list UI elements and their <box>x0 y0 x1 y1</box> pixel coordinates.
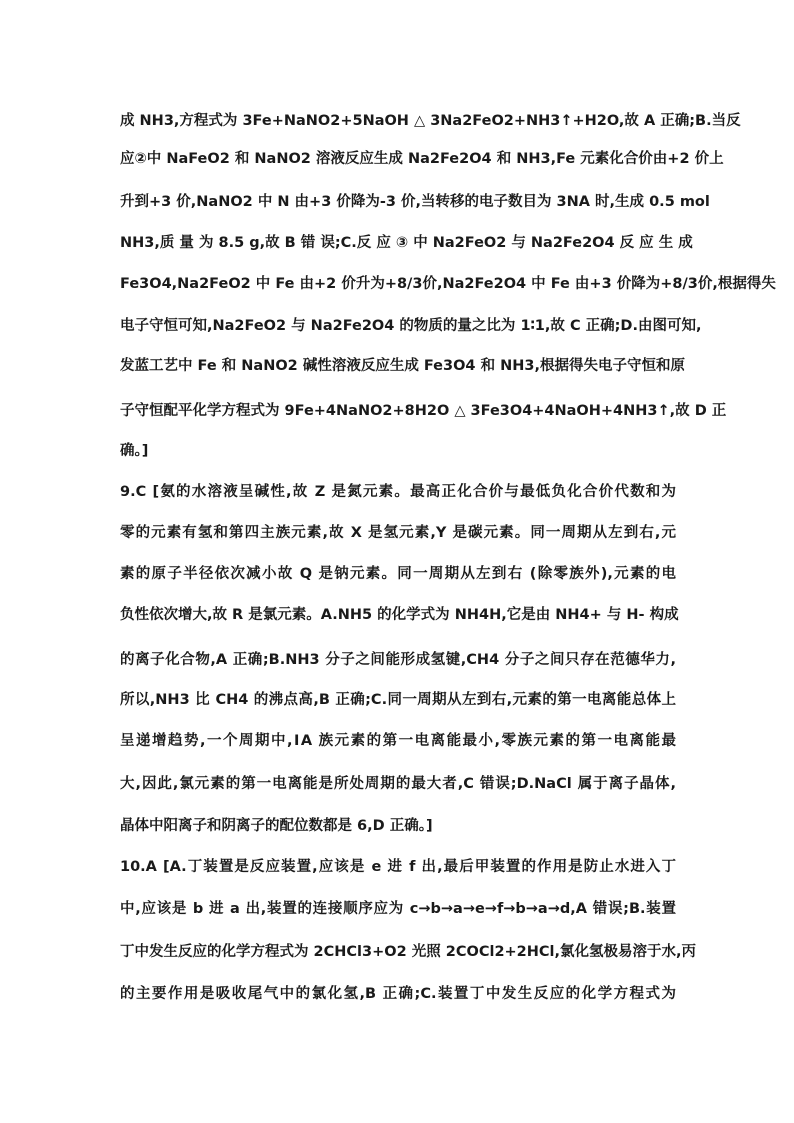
text-line-9: 确。] <box>120 443 149 459</box>
text-line-21: 丁中发生反应的化学方程式为 2CHCl3+O2 光照 2COCl2+2HCl,氯化氢极易溶于水,丙 <box>120 944 697 960</box>
text-line-19: 10.A [A.丁装置是反应装置,应该是 e 进 f 出,最后甲装置的作用是防止水进入丁 <box>120 859 676 875</box>
text-line-2: 应②中 NaFeO2 和 NaNO2 溶液反应生成 Na2Fe2O4 和 NH3,Fe 元素化合价由+2 价上 <box>120 151 724 167</box>
text-line-16: 呈递增趋势,一个周期中,ⅠA 族元素的第一电离能最小,零族元素的第一电离能最 <box>120 733 676 749</box>
text-line-22: 的主要作用是吸收尾气中的氯化氢,B 正确;C.装置丁中发生反应的化学方程式为 <box>120 986 676 1002</box>
text-line-5: Fe3O4,Na2FeO2 中 Fe 由+2 价升为+8/3价,Na2Fe2O4 中 Fe 由+3 价降为+8/3价,根据得失 <box>120 276 776 292</box>
text-line-1: 成 NH3,方程式为 3Fe+NaNO2+5NaOH △ 3Na2FeO2+NH3↑+H2O,故 A 正确;B.当反 <box>120 113 741 129</box>
text-line-11: 零的元素有氢和第四主族元素,故 X 是氢元素,Y 是碳元素。同一周期从左到右,元 <box>120 525 676 541</box>
text-line-3: 升到+3 价,NaNO2 中 N 由+3 价降为-3 价,当转移的电子数目为 3NA 时,生成 0.5 mol <box>120 194 710 210</box>
text-line-12: 素的原子半径依次减小故 Q 是钠元素。同一周期从左到右 (除零族外),元素的电 <box>120 566 676 582</box>
text-line-15: 所以,NH3 比 CH4 的沸点高,B 正确;C.同一周期从左到右,元素的第一电离能总体上 <box>120 692 676 708</box>
text-line-7: 发蓝工艺中 Fe 和 NaNO2 碱性溶液反应生成 Fe3O4 和 NH3,根据得失电子守恒和原 <box>120 358 685 374</box>
text-line-13: 负性依次增大,故 R 是氯元素。A.NH5 的化学式为 NH4H,它是由 NH4+ 与 H- 构成 <box>120 607 679 623</box>
text-line-20: 中,应该是 b 进 a 出,装置的连接顺序应为 c→b→a→e→f→b→a→d,A 错误;B.装置 <box>120 901 676 917</box>
text-line-10: 9.C [氨的水溶液呈碱性,故 Z 是氮元素。最高正化合价与最低负化合价代数和为 <box>120 484 676 500</box>
text-line-14: 的离子化合物,A 正确;B.NH3 分子之间能形成氢键,CH4 分子之间只存在范德华力, <box>120 652 676 668</box>
text-line-6: 电子守恒可知,Na2FeO2 与 Na2Fe2O4 的物质的量之比为 1∶1,故 C 正确;D.由图可知, <box>120 318 702 334</box>
text-line-17: 大,因此,氯元素的第一电离能是所处周期的最大者,C 错误;D.NaCl 属于离子晶体, <box>120 776 676 792</box>
text-line-8: 子守恒配平化学方程式为 9Fe+4NaNO2+8H2O △ 3Fe3O4+4NaOH+4NH3↑,故 D 正 <box>120 403 727 419</box>
text-line-4: NH3,质 量 为 8.5 g,故 B 错 误;C.反 应 ③ 中 Na2FeO2 与 Na2Fe2O4 反 应 生 成 <box>120 235 693 251</box>
text-line-18: 晶体中阳离子和阴离子的配位数都是 6,D 正确。] <box>120 818 433 834</box>
